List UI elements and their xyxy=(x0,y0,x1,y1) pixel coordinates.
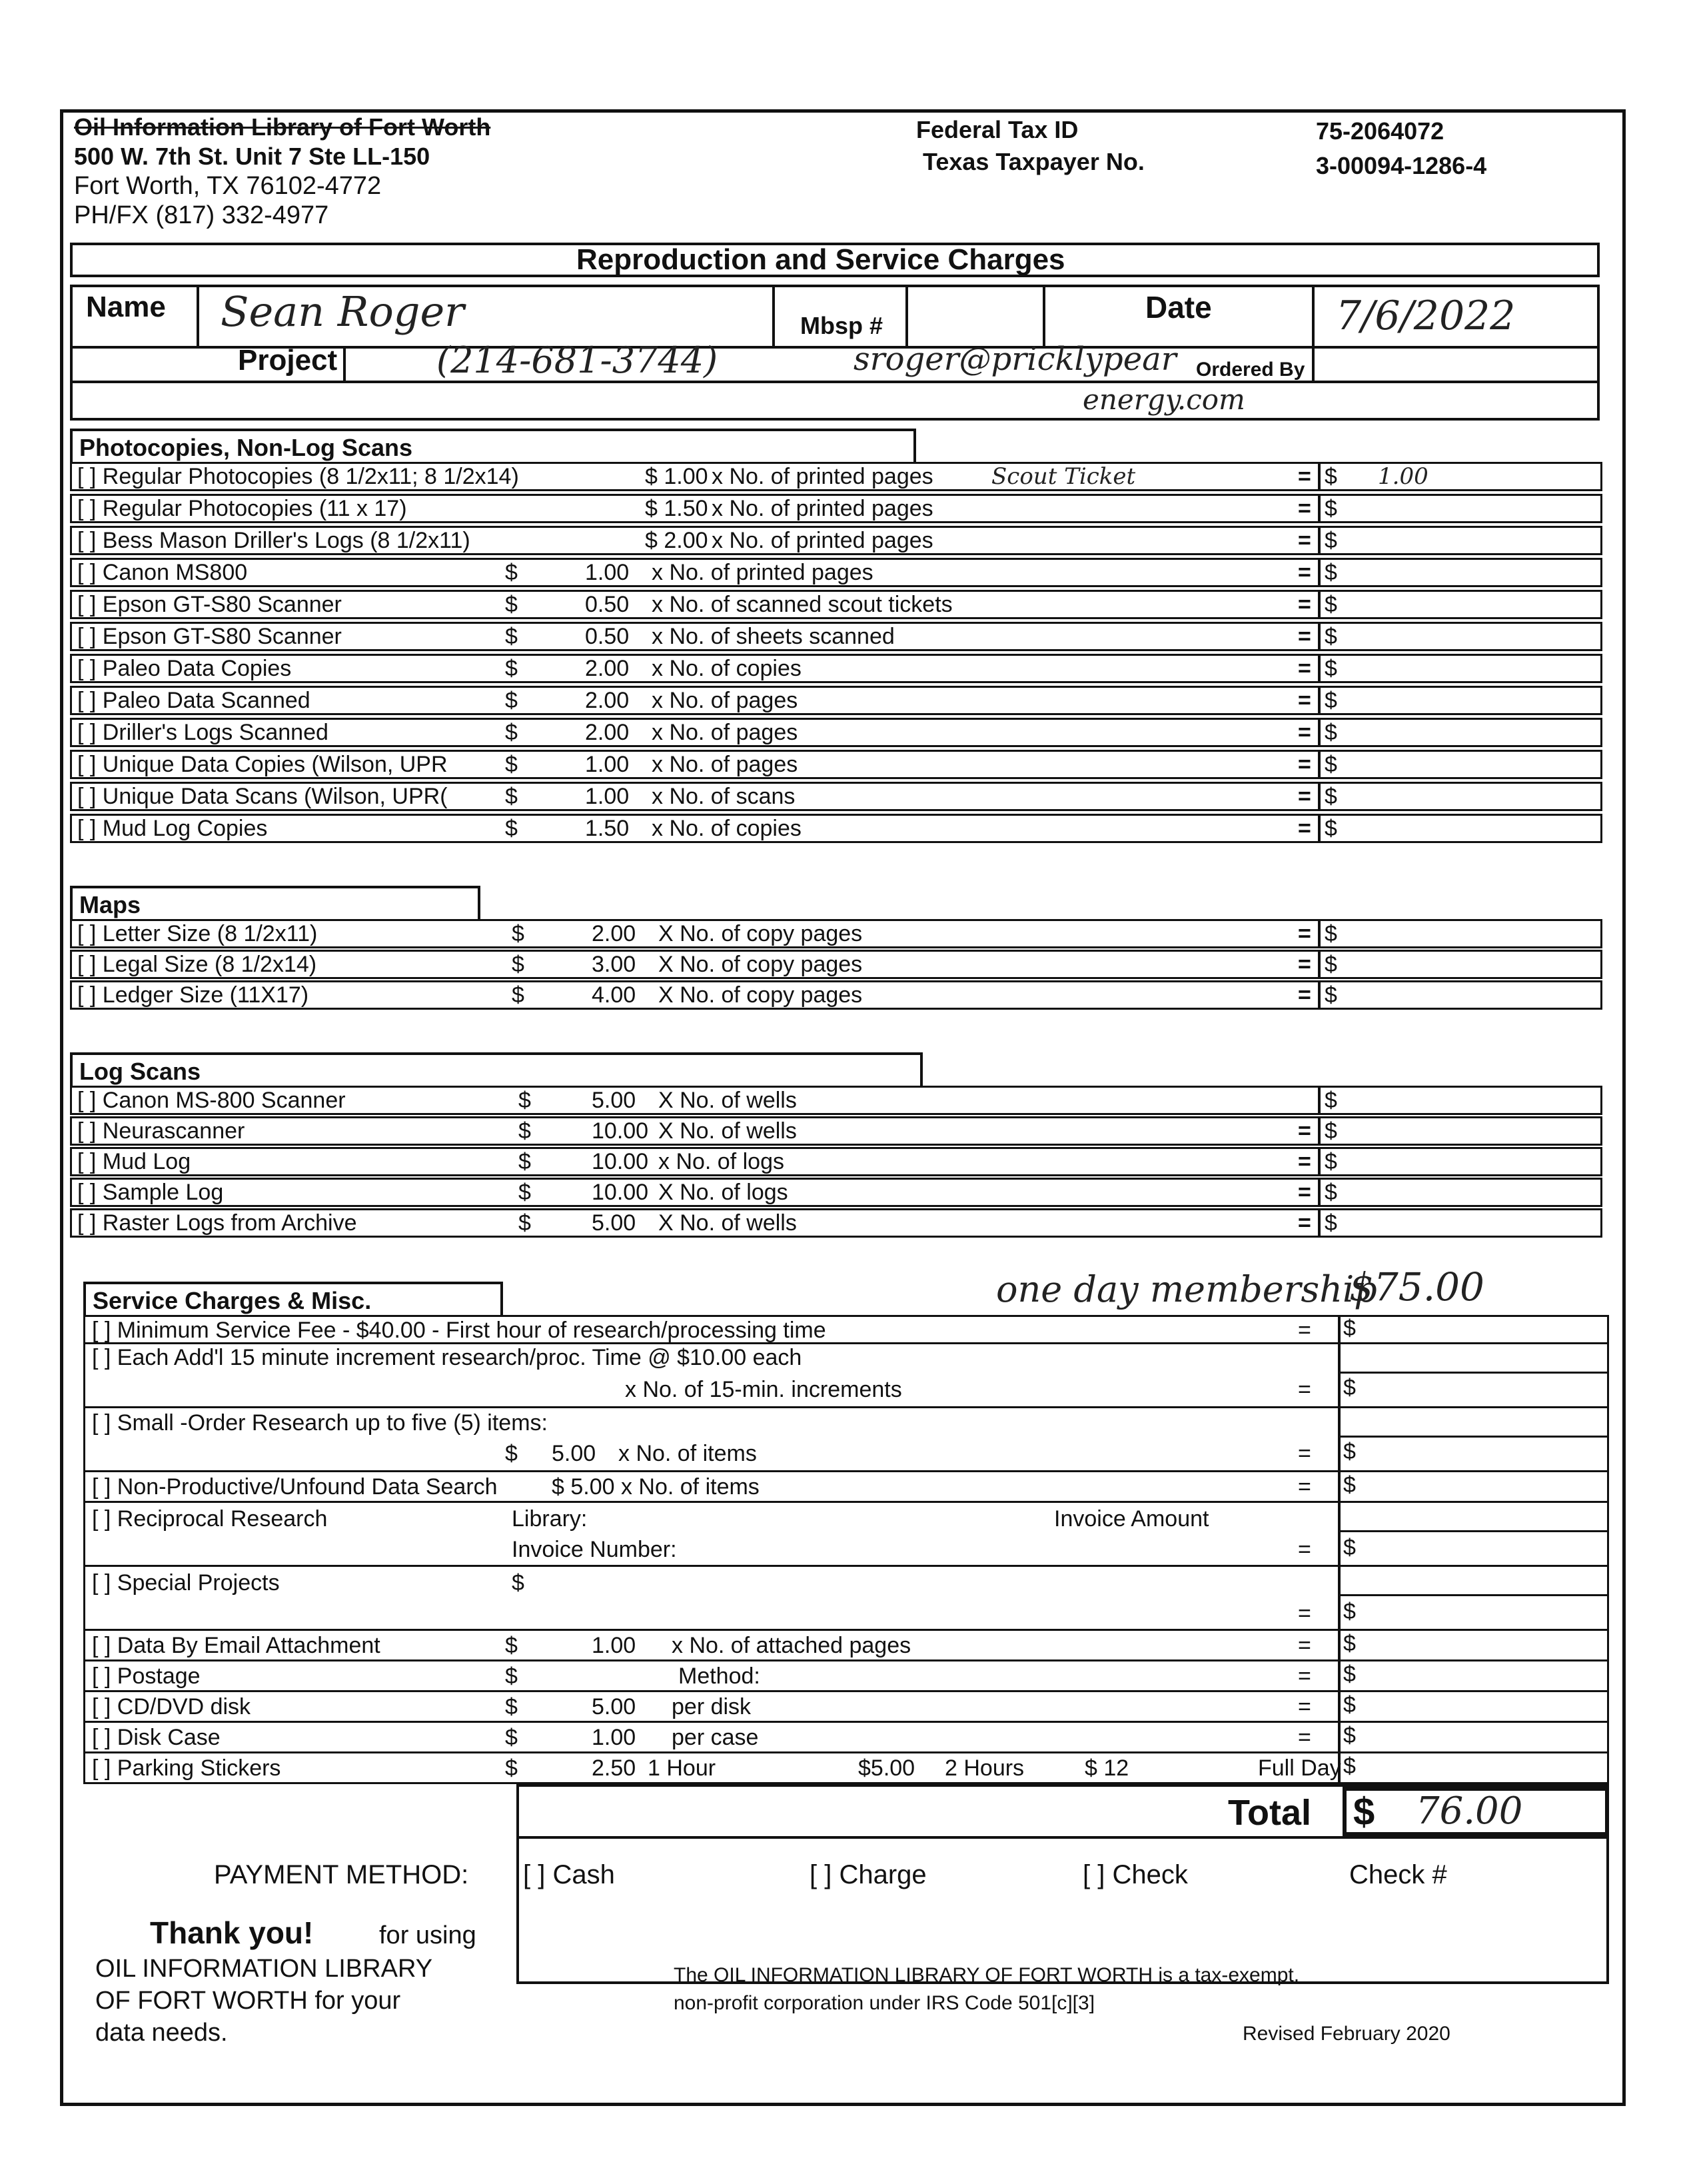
row-amount: $ xyxy=(1325,656,1337,681)
service-title: Service Charges & Misc. xyxy=(83,1282,503,1315)
payment-charge[interactable]: [ ] Charge xyxy=(810,1860,927,1889)
row-price: $ xyxy=(505,592,518,617)
row-unit: X No. of wells xyxy=(658,1088,797,1113)
row-eq: = xyxy=(1298,1210,1311,1236)
row-price: $ xyxy=(512,982,524,1008)
total-dollar: $ xyxy=(1353,1790,1375,1833)
row-price2: 2.00 xyxy=(592,921,636,946)
row-label: [ ] Regular Photocopies (11 x 17) xyxy=(77,496,407,521)
row-label: [ ] Raster Logs from Archive xyxy=(77,1210,357,1236)
service-min-fee-row: [ ] Minimum Service Fee - $40.00 - First hour of research/processing time = $ xyxy=(83,1315,1609,1344)
email-value[interactable]: sroger@pricklypear xyxy=(853,341,1177,378)
row-label: [ ] Mud Log xyxy=(77,1149,191,1174)
row-label: [ ] Epson GT-S80 Scanner xyxy=(77,592,342,617)
service-special-row: [ ] Special Projects $ = $ xyxy=(83,1567,1609,1631)
row-price: $ xyxy=(518,1149,531,1174)
footer-revised: Revised February 2020 xyxy=(1243,2023,1450,2045)
table-row xyxy=(70,1116,1602,1146)
row-price2: 2.00 xyxy=(585,688,630,713)
row-amount: $ xyxy=(1325,1118,1337,1144)
service-handamount: $75.00 xyxy=(1349,1264,1484,1310)
row-unit: x No. of printed pages xyxy=(712,496,933,521)
date-value[interactable]: 7/6/2022 xyxy=(1336,293,1516,339)
row-amount: $ xyxy=(1325,496,1337,521)
row-amount: $ xyxy=(1325,982,1337,1008)
logscans-title: Log Scans xyxy=(70,1052,923,1086)
table-row xyxy=(70,1086,1602,1115)
row-label: [ ] Letter Size (8 1/2x11) xyxy=(77,921,318,946)
row-price2: 2.00 xyxy=(585,720,630,745)
row-price2: 10.00 xyxy=(592,1118,649,1144)
footer-line2: OF FORT WORTH for your xyxy=(95,1987,401,2015)
row-label: [ ] Mud Log Copies xyxy=(77,816,268,841)
row-unit: x No. of logs xyxy=(658,1149,784,1174)
row-unit: x No. of pages xyxy=(652,688,798,713)
footer-thanks: Thank you! xyxy=(150,1915,314,1950)
row-price: $ xyxy=(518,1088,531,1113)
payment-check[interactable]: [ ] Check xyxy=(1083,1860,1188,1889)
service-email-row: [ ] Data By Email Attachment $ 1.00 x No. of attached pages = $ xyxy=(83,1631,1609,1661)
row-amount: $ xyxy=(1325,624,1337,649)
footer-taxexempt1: The OIL INFORMATION LIBRARY OF FORT WORTH is a tax-exempt, xyxy=(674,1964,1300,1986)
row-amount: $ xyxy=(1325,1149,1337,1174)
row-price2: 1.50 xyxy=(585,816,630,841)
row-unit: x No. of copies xyxy=(652,656,802,681)
row-amount: $ xyxy=(1325,952,1337,977)
payment-check-number[interactable]: Check # xyxy=(1349,1860,1447,1889)
row-price: $ xyxy=(505,656,518,681)
footer-line3: data needs. xyxy=(95,2019,228,2047)
table-row xyxy=(70,1178,1602,1207)
row-label: [ ] Canon MS800 xyxy=(77,560,248,585)
form-sheet xyxy=(60,109,1626,2106)
row-price: $ xyxy=(518,1210,531,1236)
row-eq: = xyxy=(1298,496,1311,521)
row-price2: 1.00 xyxy=(585,560,630,585)
project-value[interactable]: (214-681-3744) xyxy=(436,339,718,381)
payment-label: PAYMENT METHOD: xyxy=(214,1860,469,1889)
table-row xyxy=(70,686,1602,715)
project-label: Project xyxy=(238,344,338,377)
row-unit: X No. of copy pages xyxy=(658,921,863,946)
footer-line1: OIL INFORMATION LIBRARY xyxy=(95,1955,433,1983)
payment-cash[interactable]: [ ] Cash xyxy=(523,1860,615,1889)
row-unit: x No. of copies xyxy=(652,816,802,841)
row-price: $ 2.00 xyxy=(645,528,708,553)
row-amount: $ xyxy=(1325,528,1337,553)
table-row xyxy=(70,814,1602,843)
row-price: $ 1.50 xyxy=(645,496,708,521)
row-eq: = xyxy=(1298,1118,1311,1144)
taxpayer-value: 3-00094-1286-4 xyxy=(1316,152,1487,179)
row-unit: X No. of copy pages xyxy=(658,952,863,977)
row-eq: = xyxy=(1298,592,1311,617)
service-small-row: [ ] Small -Order Research up to five (5) items: $ 5.00 x No. of items = $ xyxy=(83,1408,1609,1472)
row-price2: 0.50 xyxy=(585,592,630,617)
row-price2: 2.00 xyxy=(585,656,630,681)
row-label: [ ] Sample Log xyxy=(77,1180,224,1205)
row-price: $ xyxy=(505,816,518,841)
table-row xyxy=(70,980,1602,1010)
row-eq: = xyxy=(1298,921,1311,946)
table-row xyxy=(70,750,1602,779)
service-nonprod-row: [ ] Non-Productive/Unfound Data Search $ 5.00 x No. of items = $ xyxy=(83,1472,1609,1503)
row-label: [ ] Canon MS-800 Scanner xyxy=(77,1088,346,1113)
org-address2: Fort Worth, TX 76102-4772 xyxy=(74,172,382,200)
row-unit: x No. of sheets scanned xyxy=(652,624,895,649)
row-price: $ xyxy=(512,921,524,946)
date-label: Date xyxy=(1145,290,1212,325)
row-amount: $ xyxy=(1325,1088,1337,1113)
org-address1: 500 W. 7th St. Unit 7 Ste LL-150 xyxy=(74,143,430,170)
tax-id-label: Federal Tax ID xyxy=(916,116,1079,143)
table-row xyxy=(70,558,1602,587)
row-label: [ ] Neurascanner xyxy=(77,1118,245,1144)
row-eq: = xyxy=(1298,624,1311,649)
taxpayer-label: Texas Taxpayer No. xyxy=(923,148,1145,175)
row-price: $ xyxy=(505,688,518,713)
row-eq: = xyxy=(1298,1180,1311,1205)
row-price: $ xyxy=(505,784,518,809)
row-eq: = xyxy=(1298,1149,1311,1174)
row-amount: $ xyxy=(1325,921,1337,946)
tax-id-value: 75-2064072 xyxy=(1316,117,1444,145)
table-row xyxy=(70,950,1602,979)
email-value2[interactable]: energy.com xyxy=(1083,383,1245,416)
row-price: $ xyxy=(518,1180,531,1205)
row-label: [ ] Regular Photocopies (8 1/2x11; 8 1/2x14) xyxy=(77,464,519,489)
row-price: $ xyxy=(505,752,518,777)
service-addl-row: [ ] Each Add'l 15 minute increment research/proc. Time @ $10.00 each x No. of 15-min. increments = $ xyxy=(83,1344,1609,1408)
row-eq: = xyxy=(1298,784,1311,809)
row-price: $ xyxy=(518,1118,531,1144)
service-postage-row: [ ] Postage $ Method: = $ xyxy=(83,1661,1609,1692)
name-value[interactable]: Sean Roger xyxy=(221,287,464,336)
table-row xyxy=(70,1208,1602,1238)
row-amount: $ xyxy=(1325,464,1337,489)
footer-for-using: for using xyxy=(379,1921,476,1949)
name-label: Name xyxy=(86,291,166,323)
row-price: $ xyxy=(505,624,518,649)
table-row xyxy=(70,1147,1602,1176)
row-label: [ ] Driller's Logs Scanned xyxy=(77,720,328,745)
row-eq: = xyxy=(1298,816,1311,841)
row-label: [ ] Paleo Data Copies xyxy=(77,656,292,681)
row-unit: X No. of logs xyxy=(658,1180,788,1205)
table-row xyxy=(70,919,1602,948)
row-label: [ ] Paleo Data Scanned xyxy=(77,688,310,713)
row-amount: $ xyxy=(1325,560,1337,585)
row-price2: 1.00 xyxy=(585,752,630,777)
row-price2: 5.00 xyxy=(592,1210,636,1236)
row-note: Scout Ticket xyxy=(991,463,1136,490)
row-unit: X No. of copy pages xyxy=(658,982,863,1008)
ordered-by-label: Ordered By xyxy=(1196,359,1305,381)
row-unit: x No. of pages xyxy=(652,720,798,745)
row-unit: x No. of pages xyxy=(652,752,798,777)
row-unit: x No. of scanned scout tickets xyxy=(652,592,953,617)
row-eq: = xyxy=(1298,656,1311,681)
row-amount: $ xyxy=(1325,784,1337,809)
row-price2: 10.00 xyxy=(592,1149,649,1174)
row-amount: $ xyxy=(1325,752,1337,777)
row-eq: = xyxy=(1298,528,1311,553)
row-unit: x No. of scans xyxy=(652,784,796,809)
service-case-row: [ ] Disk Case $ 1.00 per case = $ xyxy=(83,1723,1609,1753)
maps-title: Maps xyxy=(70,886,480,919)
row-label: [ ] Bess Mason Driller's Logs (8 1/2x11) xyxy=(77,528,470,553)
row-eq: = xyxy=(1298,560,1311,585)
photocopies-title: Photocopies, Non-Log Scans xyxy=(70,429,916,462)
row-unit: X No. of wells xyxy=(658,1118,797,1144)
row-amount: $ xyxy=(1325,816,1337,841)
table-row xyxy=(70,622,1602,651)
service-parking-row: [ ] Parking Stickers $ 2.50 1 Hour $5.00 2 Hours $ 12 Full Day $ xyxy=(83,1753,1609,1784)
row-unit: x No. of printed pages xyxy=(652,560,873,585)
row-price: $ xyxy=(505,560,518,585)
row-label: [ ] Legal Size (8 1/2x14) xyxy=(77,952,317,977)
form-title: Reproduction and Service Charges xyxy=(576,243,1065,276)
service-cd-row: [ ] CD/DVD disk $ 5.00 per disk = $ xyxy=(83,1692,1609,1723)
row-amount: $ xyxy=(1325,1210,1337,1236)
table-row xyxy=(70,718,1602,747)
row-label: [ ] Unique Data Scans (Wilson, UPR( xyxy=(77,784,448,809)
row-price2: 4.00 xyxy=(592,982,636,1008)
row-price2: 3.00 xyxy=(592,952,636,977)
row-price2: 0.50 xyxy=(585,624,630,649)
table-row xyxy=(70,494,1602,523)
row-eq: = xyxy=(1298,982,1311,1008)
row-price2: 1.00 xyxy=(585,784,630,809)
service-handnote: one day membership xyxy=(996,1268,1377,1310)
row-eq: = xyxy=(1298,752,1311,777)
total-label: Total xyxy=(1228,1793,1311,1833)
row-unit: x No. of printed pages xyxy=(712,528,933,553)
row-amount: $ xyxy=(1325,720,1337,745)
row-label: [ ] Epson GT-S80 Scanner xyxy=(77,624,342,649)
table-row xyxy=(70,782,1602,811)
row-value[interactable]: 1.00 xyxy=(1378,463,1428,490)
table-row xyxy=(70,526,1602,555)
row-price: $ xyxy=(505,720,518,745)
row-label: [ ] Unique Data Copies (Wilson, UPR xyxy=(77,752,448,777)
row-eq: = xyxy=(1298,720,1311,745)
row-price2: 10.00 xyxy=(592,1180,649,1205)
org-phone: PH/FX (817) 332-4977 xyxy=(74,201,329,229)
row-eq: = xyxy=(1298,952,1311,977)
table-row xyxy=(70,590,1602,619)
service-recip-row: [ ] Reciprocal Research Library: Invoice Amount Invoice Number: = $ xyxy=(83,1503,1609,1567)
table-row xyxy=(70,462,1602,491)
org-name: Oil Information Library of Fort Worth xyxy=(74,113,491,141)
row-amount: $ xyxy=(1325,1180,1337,1205)
footer-taxexempt2: non-profit corporation under IRS Code 501[c][3] xyxy=(674,1992,1095,2014)
table-row xyxy=(70,654,1602,683)
row-label: [ ] Ledger Size (11X17) xyxy=(77,982,309,1008)
row-price: $ xyxy=(512,952,524,977)
row-price: $ 1.00 xyxy=(645,464,708,489)
row-eq: = xyxy=(1298,464,1311,489)
row-amount: $ xyxy=(1325,688,1337,713)
mbsp-label: Mbsp # xyxy=(800,312,883,339)
row-unit: X No. of wells xyxy=(658,1210,797,1236)
row-unit: x No. of printed pages xyxy=(712,464,933,489)
row-amount: $ xyxy=(1325,592,1337,617)
total-value[interactable]: 76.00 xyxy=(1416,1789,1523,1833)
row-eq: = xyxy=(1298,688,1311,713)
row-price2: 5.00 xyxy=(592,1088,636,1113)
